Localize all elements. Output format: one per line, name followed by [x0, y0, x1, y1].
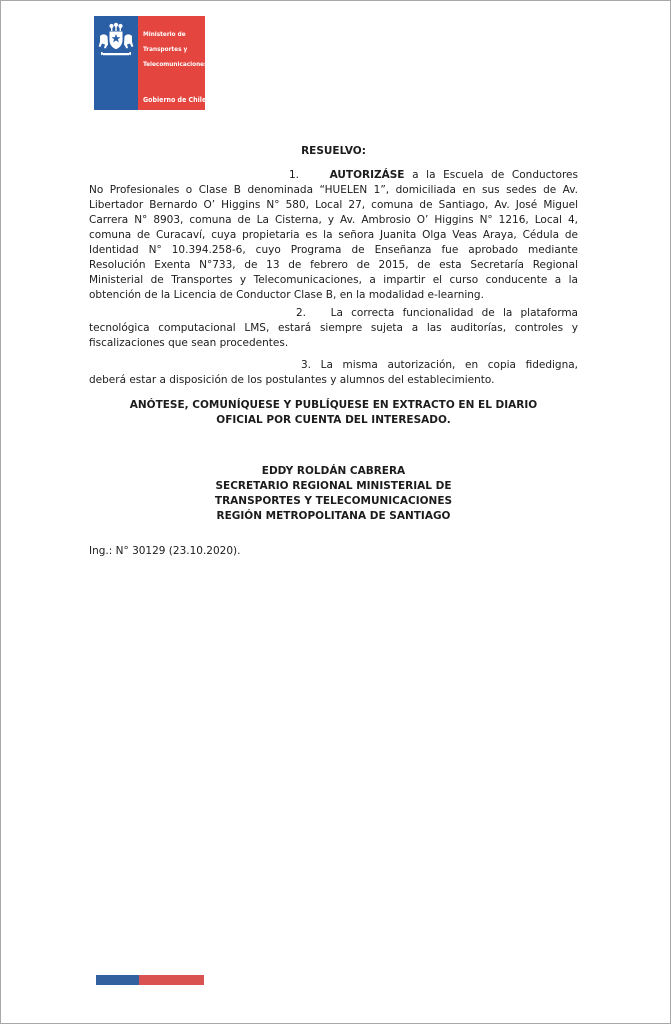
ministry-name: Ministerio de Transportes y Telecomunicaciones	[143, 30, 208, 68]
government-of-chile-label: Gobierno de Chile	[143, 96, 207, 104]
ministry-logo	[94, 16, 208, 110]
footer-bar-blue	[96, 975, 139, 985]
resolution-paragraph-3: 3. La misma autorización, en copia fidedigna, deberá estar a disposición de los postulantes y alumnos del establecimiento.	[89, 359, 578, 386]
footer-bar-red	[139, 975, 204, 985]
closing-order: ANÓTESE, COMUNÍQUESE Y PUBLÍQUESE EN EXTRACTO EN EL DIARIO OFICIAL POR CUENTA DEL INTERESADO.	[129, 399, 538, 426]
resolution-paragraph-2: 2. La correcta funcionalidad de la plataforma tecnológica computacional LMS, estará siempre sujeta a las auditorías, controles y fiscalizaciones que sean procedentes.	[89, 307, 578, 349]
resolution-paragraph-1: 1. AUTORIZÁSE a la Escuela de Conductores No Profesionales o Clase B denominada “HUELEN 1”, domiciliada en sus sedes de Av. Libertador Bernardo O’ Higgins N° 580, Local 27, comuna de Santiago, Av. José Miguel Carrera N° 8903, comuna de La Cisterna, y Av. Ambrosio O’ Higgins N° 1216, Local 4, comuna de Curacaví, cuya propietaria es la señora Juanita Olga Veas Araya, Cédula de Identidad N° 10.394.258-6, cuyo Programa de Enseñanza fue aprobado mediante Resolución Exenta N°733, de 13 de febrero de 2015, de esta Secretaría Regional Ministerial de Transportes y Telecomunicaciones, a impartir el curso conducente a la obtención de la Licencia de Conductor Clase B, en la modalidad e-learning.	[89, 169, 578, 301]
logo-blue-panel	[94, 16, 138, 110]
resolution-heading: RESUELVO:	[301, 145, 366, 157]
signature-block: EDDY ROLDÁN CABRERA SECRETARIO REGIONAL MINISTERIAL DE TRANSPORTES Y TELECOMUNICACIONES REGIÓN METROPOLITANA DE SANTIAGO	[214, 465, 453, 522]
ingress-reference: Ing.: N° 30129 (23.10.2020).	[89, 545, 241, 557]
chile-coat-of-arms-icon	[98, 22, 134, 64]
logo-red-panel	[138, 16, 208, 110]
footer-flag-bar	[96, 975, 204, 985]
